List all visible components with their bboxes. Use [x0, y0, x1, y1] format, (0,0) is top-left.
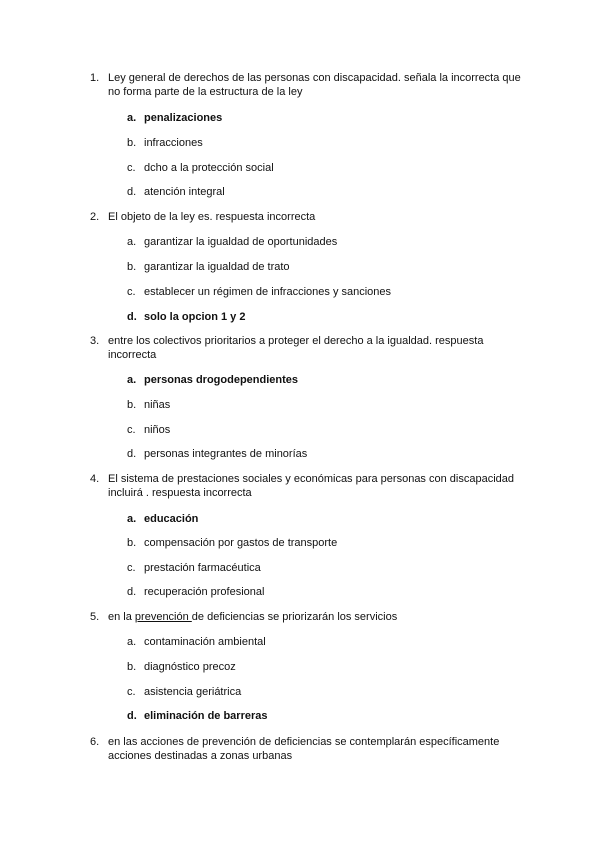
- option-2a: a. garantizar la igualdad de oportunidades: [127, 236, 338, 248]
- option-1b: b. infracciones: [127, 137, 203, 149]
- question-text: Ley general de derechos de las personas con discapacidad. señala la incorrecta que no forma parte de la estructura de la ley: [108, 72, 521, 98]
- option-5c: c. asistencia geriátrica: [127, 686, 242, 698]
- question-3: [90, 334, 530, 362]
- underlined-word: prevención: [134, 611, 192, 623]
- question-text: El sistema de prestaciones sociales y económicas para personas con discapacidad incluirá . respuesta incorrecta: [108, 473, 514, 499]
- option-4a: a. educación: [127, 513, 199, 525]
- question-1: [90, 71, 530, 99]
- option-3c: c. niños: [127, 424, 171, 436]
- question-5: [90, 610, 530, 624]
- question-number: 2.: [90, 211, 100, 223]
- option-1c: c. dcho a la protección social: [127, 162, 274, 174]
- option-4d: d. recuperación profesional: [127, 586, 265, 598]
- option-2c: c. establecer un régimen de infracciones y sanciones: [127, 286, 392, 298]
- question-text: en las acciones de prevención de deficiencias se contemplarán específicamente acciones destinadas a zonas urbanas: [108, 736, 500, 762]
- option-2b: b. garantizar la igualdad de trato: [127, 261, 290, 273]
- question-text: entre los colectivos prioritarios a proteger el derecho a la igualdad. respuesta incorrecta: [108, 335, 484, 361]
- question-number: 1.: [90, 72, 100, 84]
- option-2d: d. solo la opcion 1 y 2: [127, 311, 246, 323]
- option-5a: a. contaminación ambiental: [127, 636, 266, 648]
- option-5b: b. diagnóstico precoz: [127, 661, 236, 673]
- question-text: en la prevención de deficiencias se priorizarán los servicios: [108, 611, 398, 623]
- option-3d: d. personas integrantes de minorías: [127, 448, 308, 460]
- option-1d: d. atención integral: [127, 186, 225, 198]
- question-2: [90, 210, 530, 224]
- question-6: [90, 735, 530, 763]
- option-1a: a. penalizaciones: [127, 112, 223, 124]
- option-3b: b. niñas: [127, 399, 171, 411]
- question-number: 5.: [90, 611, 100, 623]
- option-4c: c. prestación farmacéutica: [127, 562, 261, 574]
- option-3a: a. personas drogodependientes: [127, 374, 299, 386]
- question-number: 3.: [90, 335, 100, 347]
- question-text: El objeto de la ley es. respuesta incorrecta: [108, 211, 316, 223]
- question-number: 4.: [90, 473, 100, 485]
- question-4: [90, 472, 530, 500]
- question-number: 6.: [90, 736, 100, 748]
- option-5d: d. eliminación de barreras: [127, 710, 268, 722]
- option-4b: b. compensación por gastos de transporte: [127, 537, 338, 549]
